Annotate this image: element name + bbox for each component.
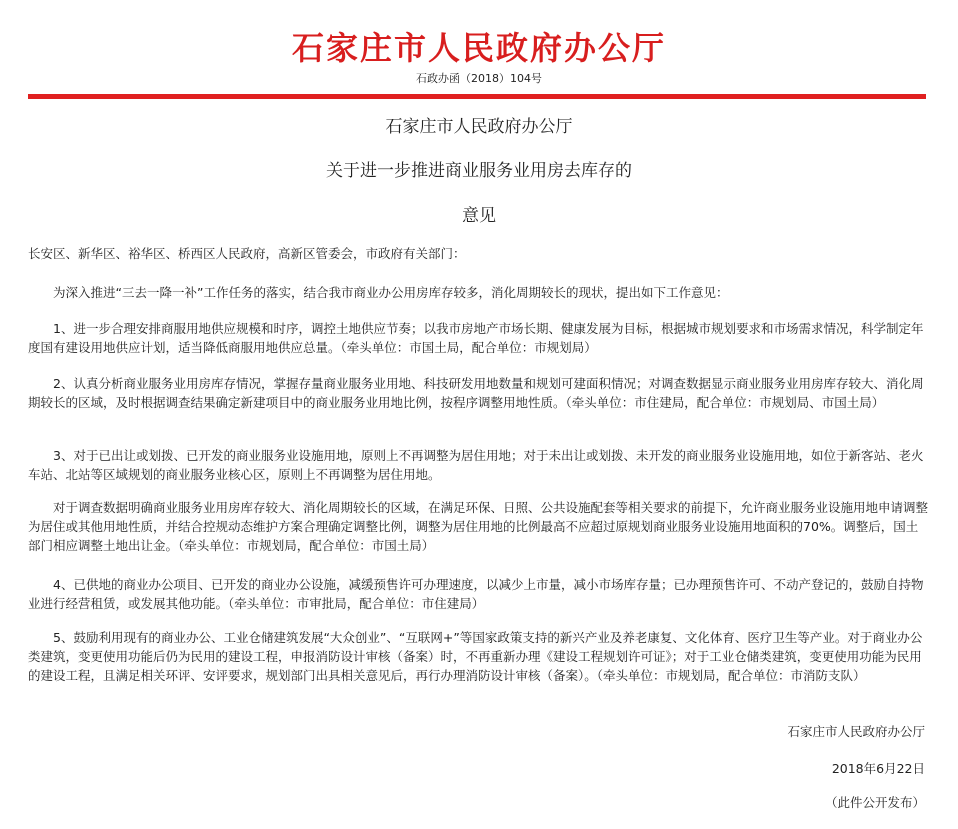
item-4-paragraph: 4、已供地的商业办公项目、已开发的商业办公设施，减缓预售许可办理速度，以减少上市量，减小市场库存量；已办理预售许可、不动产登记的，鼓励自持物业进行经营租赁，或发展其他功能。（牵头单位：市审批局，配合单位：市住建局） bbox=[28, 577, 924, 611]
intro-paragraph: 为深入推进“三去一降一补”工作任务的落实，结合我市商业办公用房库存较多，消化周期较长的现状，提出如下工作意见： bbox=[53, 285, 729, 300]
title-doc-type: 意见 bbox=[462, 206, 496, 226]
signature-date: 2018年6月22日 bbox=[831, 761, 925, 776]
publication-note: （此件公开发布） bbox=[824, 795, 925, 810]
salutation: 长安区、新华区、裕华区、桥西区人民政府，高新区管委会，市政府有关部门： bbox=[28, 246, 466, 261]
item-5-paragraph: 5、鼓励利用现有的商业办公、工业仓储建筑发展“大众创业”、“互联网+”等国家政策支持的新兴产业及养老康复、文化体育、医疗卫生等产业。对于商业办公类建筑，变更使用功能后仍为民用的建设工程，申报消防设计审核（备案）时，不再重新办理《建设工程规划许可证》；对于工业仓储类建筑，变更使用功能为民用的建设工程，且满足相关环评、安评要求，规划部门出具相关意见后，再行办理消防设计审核（备案）。（牵头单位：市规划局，配合单位：市消防支队） bbox=[28, 630, 923, 683]
signature-organization: 石家庄市人民政府办公厅 bbox=[787, 724, 925, 739]
item-3-continuation-paragraph: 对于调查数据明确商业服务业用房库存较大、消化周期较长的区域，在满足环保、日照、公共设施配套等相关要求的前提下，允许商业服务业设施用地申请调整为居住或其他用地性质，并结合控规动态维护方案合理确定调整比例，调整为居住用地的比例最高不应超过原规划商业服务业设施用地面积的70%。调整后，国土部门相应调整土地出让金。（牵头单位：市规划局，配合单位：市国土局） bbox=[28, 500, 929, 553]
title-issuer: 石家庄市人民政府办公厅 bbox=[385, 117, 573, 137]
document-number: 石政办函（2018）104号 bbox=[416, 72, 542, 85]
title-subject: 关于进一步推进商业服务业用房去库存的 bbox=[326, 161, 632, 181]
red-divider-rule bbox=[28, 94, 926, 99]
item-2-paragraph: 2、认真分析商业服务业用房库存情况，掌握存量商业服务业用地、科技研发用地数量和规划可建面积情况；对调查数据显示商业服务业用房库存较大、消化周期较长的区域，及时根据调查结果确定新建项目中的商业服务业用地比例，按程序调整用地性质。（牵头单位：市住建局，配合单位：市规划局、市国土局） bbox=[28, 376, 924, 410]
masthead-title: 石家庄市人民政府办公厅 bbox=[291, 29, 666, 67]
item-3-paragraph: 3、对于已出让或划拨、已开发的商业服务业设施用地，原则上不再调整为居住用地；对于未出让或划拨、未开发的商业服务业设施用地，如位于新客站、老火车站、北站等区域规划的商业服务业核心区，原则上不再调整为居住用地。 bbox=[28, 448, 924, 482]
item-1-paragraph: 1、进一步合理安排商服用地供应规模和时序，调控土地供应节奏；以我市房地产市场长期、健康发展为目标，根据城市规划要求和市场需求情况，科学制定年度国有建设用地供应计划，适当降低商服用地供应总量。（牵头单位：市国土局，配合单位：市规划局） bbox=[28, 321, 924, 355]
